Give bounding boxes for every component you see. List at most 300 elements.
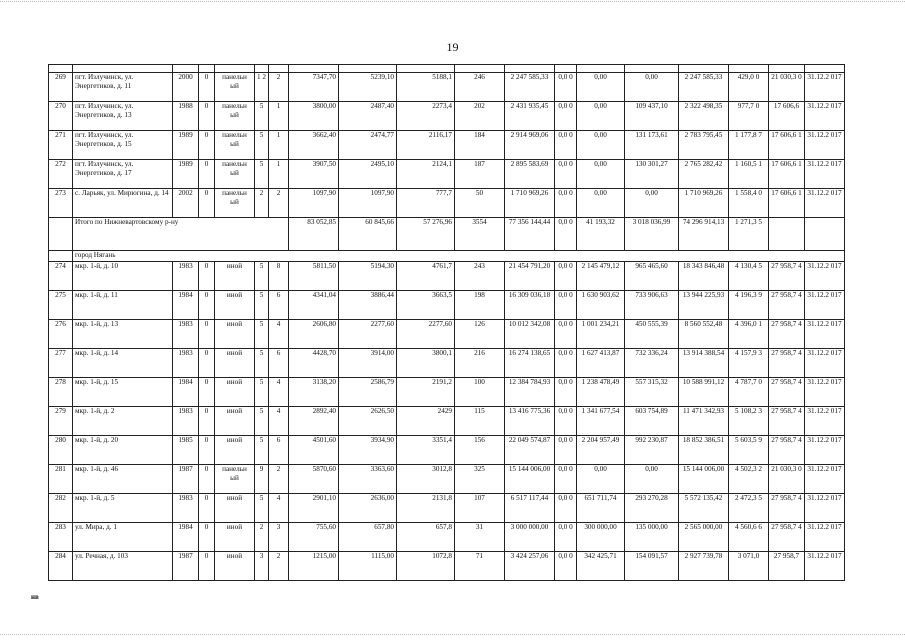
table-cell: 0 [199, 552, 215, 581]
table-cell: 13 914 388,54 [679, 349, 729, 378]
table-body [49, 65, 845, 581]
table-cell: 5 [255, 262, 269, 291]
table-cell: 1984 [173, 291, 199, 320]
table-cell: 5239,10 [339, 73, 397, 102]
table-cell: 450 555,39 [625, 320, 679, 349]
table-cell: 3 071,0 [729, 552, 769, 581]
table-cell: 2116,17 [397, 131, 455, 160]
table-cell: 732 336,24 [625, 349, 679, 378]
table-cell: 281 [49, 465, 73, 494]
table-cell: 2 431 935,45 [505, 102, 555, 131]
table-cell: 3662,40 [289, 131, 339, 160]
table-cell: 1 001 234,21 [577, 320, 625, 349]
table-cell: мкр. 1-й, д. 14 [73, 349, 173, 378]
table-cell: 3351,4 [397, 436, 455, 465]
table-cell: 4 396,0 1 [729, 320, 769, 349]
table-cell: 2901,10 [289, 494, 339, 523]
table-cell: 0,0 0 [555, 465, 577, 494]
table-row [49, 160, 845, 189]
table-cell: 1988 [173, 102, 199, 131]
table-cell: 71 [455, 552, 505, 581]
table-cell: 4761,7 [397, 262, 455, 291]
table-cell: 0,0 0 [555, 436, 577, 465]
table-cell: 4 787,7 0 [729, 378, 769, 407]
table-cell: 0,0 0 [555, 131, 577, 160]
table-cell: 1 710 969,26 [505, 189, 555, 218]
table-cell: 777,7 [397, 189, 455, 218]
table-cell: 2277,60 [397, 320, 455, 349]
table-row [49, 494, 845, 523]
table-cell: 0 [199, 465, 215, 494]
table-cell: 31.12.2 017 [805, 160, 845, 189]
table-cell: 4 [269, 320, 289, 349]
table-cell: 2 895 583,69 [505, 160, 555, 189]
table-cell: 126 [455, 320, 505, 349]
table-cell: 1989 [173, 131, 199, 160]
table-cell: 31.12.2 017 [805, 465, 845, 494]
table-cell: 1 2 [255, 73, 269, 102]
table-cell: 12 384 784,93 [505, 378, 555, 407]
table-cell: 5 [255, 131, 269, 160]
table-cell: 1983 [173, 407, 199, 436]
table-cell: 2 [255, 523, 269, 552]
table-cell: иной [215, 378, 255, 407]
table-cell [769, 218, 805, 251]
table-cell: 0,0 0 [555, 160, 577, 189]
table-cell: 5 108,2 3 [729, 407, 769, 436]
table-cell: мкр. 1-й, д. 10 [73, 262, 173, 291]
table-cell: 0 [199, 160, 215, 189]
table-cell: 0 [199, 102, 215, 131]
table-cell: 130 301,27 [625, 160, 679, 189]
table-cell: 0,00 [625, 189, 679, 218]
table-cell: 5 [255, 102, 269, 131]
table-row [49, 378, 845, 407]
table-cell: мкр. 1-й, д. 20 [73, 436, 173, 465]
table-cell: 5 [255, 494, 269, 523]
table-cell: 1987 [173, 552, 199, 581]
table-cell: 107 [455, 494, 505, 523]
table-cell: 27 958,7 4 [769, 494, 805, 523]
district-total-value: 3 018 036,99 [625, 218, 679, 251]
table-cell: 2 [269, 189, 289, 218]
table-cell: 31.12.2 017 [805, 407, 845, 436]
table-cell: панельн ый [215, 73, 255, 102]
table-cell: 5 603,5 9 [729, 436, 769, 465]
table-cell: 2626,50 [339, 407, 397, 436]
table-cell: 1984 [173, 378, 199, 407]
table-cell: 1983 [173, 262, 199, 291]
district-total-value: 0,0 0 [555, 218, 577, 251]
table-cell: 27 958,7 4 [769, 436, 805, 465]
table-cell: 3663,5 [397, 291, 455, 320]
table-cell: 27 958,7 4 [769, 262, 805, 291]
table-cell: панельн ый [215, 131, 255, 160]
city-header-row [49, 251, 845, 262]
city-name: город Нягань [73, 251, 845, 262]
table-row [49, 465, 845, 494]
table-cell: 4 [269, 494, 289, 523]
table-row [49, 131, 845, 160]
table-cell: 271 [49, 131, 73, 160]
table-cell: 216 [455, 349, 505, 378]
table-cell: 27 958,7 [769, 552, 805, 581]
table-cell: 0 [199, 131, 215, 160]
table-cell: 0,00 [625, 465, 679, 494]
table-cell: 300 000,00 [577, 523, 625, 552]
table-cell: 755,60 [289, 523, 339, 552]
table-cell: 1 630 903,62 [577, 291, 625, 320]
table-cell: 16 309 036,18 [505, 291, 555, 320]
table-cell: 50 [455, 189, 505, 218]
table-cell: 278 [49, 378, 73, 407]
table-cell: 5 [255, 291, 269, 320]
table-cell: мкр. 1-й, д. 13 [73, 320, 173, 349]
table-cell: 3 424 257,06 [505, 552, 555, 581]
table-cell: 21 030,3 0 [769, 73, 805, 102]
table-cell: 2636,00 [339, 494, 397, 523]
table-cell: 154 091,57 [625, 552, 679, 581]
table-cell: 3886,44 [339, 291, 397, 320]
table-cell: 6 517 117,44 [505, 494, 555, 523]
table-cell: 651 711,74 [577, 494, 625, 523]
table-cell: 17 606,6 1 [769, 189, 805, 218]
table-cell: 0 [199, 262, 215, 291]
table-cell: 2 914 969,06 [505, 131, 555, 160]
table-cell: 9 [255, 465, 269, 494]
table-cell: 17 606,6 1 [769, 131, 805, 160]
table-cell: 5188,1 [397, 73, 455, 102]
table-cell: 4 502,3 2 [729, 465, 769, 494]
table-cell: 6 [269, 349, 289, 378]
table-cell: 2 783 795,45 [679, 131, 729, 160]
table-cell: 31.12.2 017 [805, 131, 845, 160]
table-cell: 429,0 0 [729, 73, 769, 102]
table-cell: мкр. 1-й, д. 2 [73, 407, 173, 436]
table-cell: 16 274 138,65 [505, 349, 555, 378]
table-cell: 279 [49, 407, 73, 436]
district-total-value: 77 356 144,44 [505, 218, 555, 251]
table-cell: 2429 [397, 407, 455, 436]
table-cell: 243 [455, 262, 505, 291]
table-cell: 0,00 [577, 465, 625, 494]
table-cell: иной [215, 291, 255, 320]
table-cell: 0 [199, 73, 215, 102]
table-cell [49, 251, 73, 262]
table-cell: 15 144 006,00 [679, 465, 729, 494]
table-cell: 115 [455, 407, 505, 436]
table-cell: 27 958,7 4 [769, 523, 805, 552]
table-cell: 3 [255, 552, 269, 581]
table-cell: 2000 [173, 73, 199, 102]
table-cell: 202 [455, 102, 505, 131]
table-cell: 3934,90 [339, 436, 397, 465]
table-cell: мкр. 1-й, д. 11 [73, 291, 173, 320]
table-cell: 4 [269, 407, 289, 436]
table-cell: 13 416 775,36 [505, 407, 555, 436]
table-cell: 2 247 585,33 [505, 73, 555, 102]
district-total-row [49, 218, 845, 251]
table-cell: панельн ый [215, 465, 255, 494]
table-cell: 283 [49, 523, 73, 552]
table-cell: 273 [49, 189, 73, 218]
table-cell: 10 588 991,12 [679, 378, 729, 407]
table-cell: 0,0 0 [555, 262, 577, 291]
table-cell: 5 [255, 160, 269, 189]
table-row [49, 349, 845, 378]
table-cell: 0,00 [577, 102, 625, 131]
table-cell: 1984 [173, 523, 199, 552]
table-cell: панельн ый [215, 160, 255, 189]
table-cell: 0,0 0 [555, 523, 577, 552]
table-cell: 4428,70 [289, 349, 339, 378]
table-cell: 109 437,10 [625, 102, 679, 131]
table-cell: 3012,8 [397, 465, 455, 494]
table-cell: мкр. 1-й, д. 46 [73, 465, 173, 494]
table-cell: 4 157,9 3 [729, 349, 769, 378]
district-total-label: Итого по Нижневартовскому р-ну [73, 218, 289, 251]
table-cell: 276 [49, 320, 73, 349]
table-cell: 1989 [173, 160, 199, 189]
table-cell: 0,00 [577, 189, 625, 218]
table-cell: 0,0 0 [555, 494, 577, 523]
table-cell: иной [215, 349, 255, 378]
table-cell: 977,7 0 [729, 102, 769, 131]
housing-table [48, 64, 845, 581]
table-cell: 2892,40 [289, 407, 339, 436]
table-cell: мкр. 1-й, д. 15 [73, 378, 173, 407]
table-cell: 2131,8 [397, 494, 455, 523]
table-cell: 0 [199, 320, 215, 349]
district-total-value: 83 052,85 [289, 218, 339, 251]
table-cell: 2273,4 [397, 102, 455, 131]
table-cell: 2 927 739,78 [679, 552, 729, 581]
table-cell: 18 343 846,48 [679, 262, 729, 291]
table-cell: 5 [255, 320, 269, 349]
table-cell: 100 [455, 378, 505, 407]
table-cell: 3800,1 [397, 349, 455, 378]
table-cell: 0,00 [577, 160, 625, 189]
table-cell: иной [215, 262, 255, 291]
table-cell: 2 247 585,33 [679, 73, 729, 102]
table-cell: 13 944 225,93 [679, 291, 729, 320]
table-cell: 282 [49, 494, 73, 523]
table-cell [49, 218, 73, 251]
table-cell: 603 754,89 [625, 407, 679, 436]
table-cell: 1 710 969,26 [679, 189, 729, 218]
table-row [49, 436, 845, 465]
table-cell: 31.12.2 017 [805, 552, 845, 581]
table-cell: 277 [49, 349, 73, 378]
district-total-value: 60 845,66 [339, 218, 397, 251]
table-cell: 1 [269, 102, 289, 131]
table-cell: 4 [269, 378, 289, 407]
table-cell: 4341,04 [289, 291, 339, 320]
table-cell: 0,0 0 [555, 102, 577, 131]
table-cell: 27 958,7 4 [769, 291, 805, 320]
table-cell: иной [215, 494, 255, 523]
table-cell: 5 [255, 349, 269, 378]
table-cell: панельн ый [215, 102, 255, 131]
table-cell: 0 [199, 407, 215, 436]
table-cell: 2 204 957,49 [577, 436, 625, 465]
district-total-value: 41 193,32 [577, 218, 625, 251]
table-cell: ул. Мира, д. 1 [73, 523, 173, 552]
table-cell: 1983 [173, 320, 199, 349]
table-cell: 0 [199, 291, 215, 320]
table-cell: 0,0 0 [555, 349, 577, 378]
table-cell: 1097,90 [289, 189, 339, 218]
table-cell: 10 012 342,08 [505, 320, 555, 349]
table-row [49, 189, 845, 218]
table-cell: 4 196,3 9 [729, 291, 769, 320]
table-cell: 5 [255, 407, 269, 436]
table-cell: 246 [455, 73, 505, 102]
table-cell: 2277,60 [339, 320, 397, 349]
district-total-value: 1 271,3 5 [729, 218, 769, 251]
table-cell: 3914,00 [339, 349, 397, 378]
table-cell: 31.12.2 017 [805, 494, 845, 523]
table-cell: пгт. Излучинск, ул. Энергетиков, д. 17 [73, 160, 173, 189]
table-cell: 135 000,00 [625, 523, 679, 552]
table-cell: 1 558,4 0 [729, 189, 769, 218]
table-cell: 3138,20 [289, 378, 339, 407]
table-cell: иной [215, 407, 255, 436]
table-cell: иной [215, 552, 255, 581]
table-cell: 8 560 552,48 [679, 320, 729, 349]
district-total-value: 74 296 914,13 [679, 218, 729, 251]
table-cell [805, 218, 845, 251]
table-cell: 275 [49, 291, 73, 320]
table-cell: мкр. 1-й, д. 5 [73, 494, 173, 523]
table-cell: 992 230,87 [625, 436, 679, 465]
table-cell: 0,00 [625, 73, 679, 102]
table-cell: 31 [455, 523, 505, 552]
table-cell: 1 238 478,49 [577, 378, 625, 407]
table-row [49, 73, 845, 102]
table-cell: 21 454 791,20 [505, 262, 555, 291]
table-cell: 2 322 498,35 [679, 102, 729, 131]
table-cell: пгт. Излучинск, ул. Энергетиков, д. 11 [73, 73, 173, 102]
page-number: 19 [446, 40, 459, 54]
table-cell: 657,80 [339, 523, 397, 552]
table-cell: 2 472,3 5 [729, 494, 769, 523]
table-cell: 31.12.2 017 [805, 262, 845, 291]
table-cell: 2 [255, 189, 269, 218]
table-cell: 5 572 135,42 [679, 494, 729, 523]
table-cell: 1072,8 [397, 552, 455, 581]
table-cell: 131 173,61 [625, 131, 679, 160]
table-cell: 1 [269, 131, 289, 160]
table-cell: 31.12.2 017 [805, 189, 845, 218]
table-cell: 0 [199, 349, 215, 378]
table-cell: 2 565 000,00 [679, 523, 729, 552]
table-cell: 3363,60 [339, 465, 397, 494]
table-cell: 31.12.2 017 [805, 291, 845, 320]
table-cell: 0,0 0 [555, 320, 577, 349]
table-cell: 7347,70 [289, 73, 339, 102]
table-top-strip [49, 65, 845, 73]
scan-edge-top [0, 1, 905, 2]
table-row [49, 523, 845, 552]
footer-mark: нв [31, 593, 39, 601]
table-cell: 1987 [173, 465, 199, 494]
table-cell: 342 425,71 [577, 552, 625, 581]
table-cell: 2 145 479,12 [577, 262, 625, 291]
table-cell: 2474,77 [339, 131, 397, 160]
table-cell: 198 [455, 291, 505, 320]
table-cell: 0 [199, 189, 215, 218]
table-cell: с. Ларьяк, ул. Мирюгина, д. 14 [73, 189, 173, 218]
table-cell: 5194,30 [339, 262, 397, 291]
table-cell: 27 958,7 4 [769, 320, 805, 349]
scan-edge-bottom [0, 634, 905, 635]
table-cell: 280 [49, 436, 73, 465]
table-cell: 1 341 677,54 [577, 407, 625, 436]
table-cell: 8 [269, 262, 289, 291]
table-cell: 3907,50 [289, 160, 339, 189]
table-cell: 2 [269, 465, 289, 494]
table-cell: 17 606,6 [769, 102, 805, 131]
table-cell: 272 [49, 160, 73, 189]
table-cell: 1983 [173, 349, 199, 378]
table-cell: 965 465,60 [625, 262, 679, 291]
table-cell: 0,0 0 [555, 189, 577, 218]
table-cell: 1 160,5 1 [729, 160, 769, 189]
table-cell: 5 [255, 378, 269, 407]
table-cell: 270 [49, 102, 73, 131]
table-cell: 2124,1 [397, 160, 455, 189]
table-cell: 2495,10 [339, 160, 397, 189]
table-cell: 22 049 574,87 [505, 436, 555, 465]
table-cell: 2586,79 [339, 378, 397, 407]
table-cell: 4501,60 [289, 436, 339, 465]
table-cell: 0,0 0 [555, 378, 577, 407]
district-total-value: 3554 [455, 218, 505, 251]
table-cell: 31.12.2 017 [805, 320, 845, 349]
table-cell: 1115,00 [339, 552, 397, 581]
table-cell: 3 [269, 523, 289, 552]
table-cell: 0,0 0 [555, 73, 577, 102]
table-cell: 557 315,32 [625, 378, 679, 407]
table-cell: 274 [49, 262, 73, 291]
table-cell: 293 270,28 [625, 494, 679, 523]
table-row [49, 291, 845, 320]
table-cell: 1983 [173, 494, 199, 523]
district-total-value: 57 276,96 [397, 218, 455, 251]
table-cell: 31.12.2 017 [805, 378, 845, 407]
table-cell: 284 [49, 552, 73, 581]
table-cell: ул. Речная, д. 103 [73, 552, 173, 581]
table-cell: 0,00 [577, 73, 625, 102]
table-cell: 0,0 0 [555, 407, 577, 436]
table-cell: 1097,90 [339, 189, 397, 218]
table-cell: 156 [455, 436, 505, 465]
table-cell: 31.12.2 017 [805, 73, 845, 102]
table-cell: 1 177,8 7 [729, 131, 769, 160]
table-cell: 2002 [173, 189, 199, 218]
table-cell: 5 [255, 436, 269, 465]
table-cell: 31.12.2 017 [805, 523, 845, 552]
table-cell: 1 [269, 160, 289, 189]
table-cell: пгт. Излучинск, ул. Энергетиков, д. 13 [73, 102, 173, 131]
table-cell: 1 627 413,87 [577, 349, 625, 378]
table-cell: 657,8 [397, 523, 455, 552]
table-cell: 1215,00 [289, 552, 339, 581]
table-cell: 2 765 282,42 [679, 160, 729, 189]
table-cell: 4 560,6 6 [729, 523, 769, 552]
table-cell: иной [215, 523, 255, 552]
